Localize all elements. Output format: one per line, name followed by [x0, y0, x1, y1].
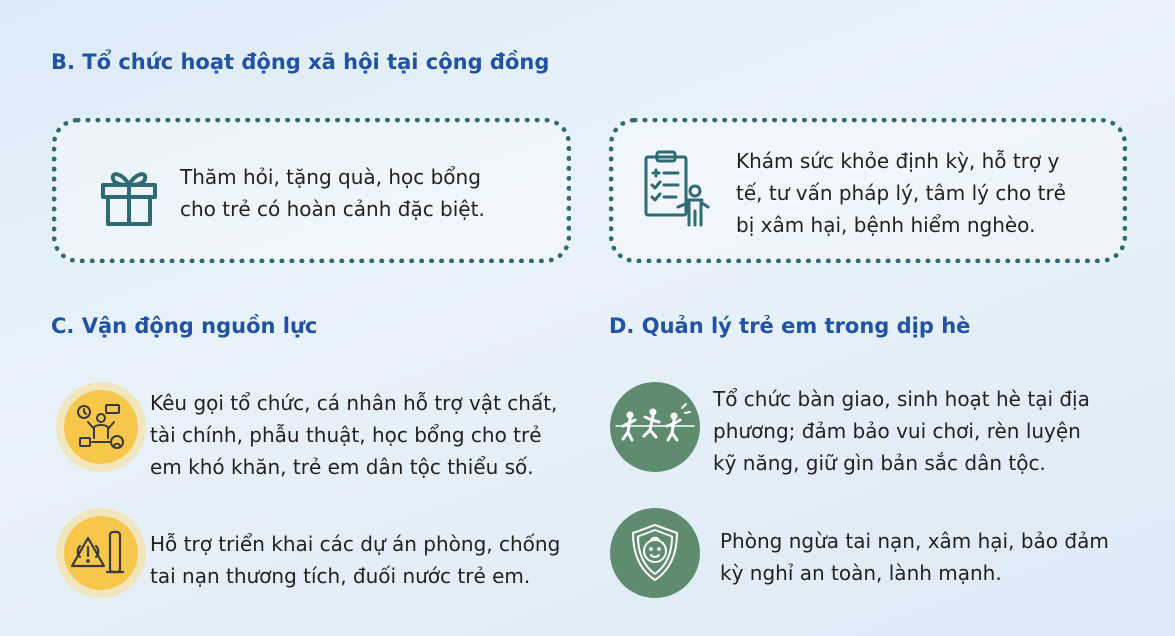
children-playing-text: Tổ chức bàn giao, sinh hoạt hè tại địa phương; đảm bảo vui chơi, rèn luyện kỹ năng, giữ gìn bản sắc dân tộc. — [713, 387, 1090, 475]
warning-safety-text: Hỗ trợ triển khai các dự án phòng, chống tai nạn thương tích, đuối nước trẻ em. — [150, 532, 561, 588]
section-b-title: B. Tổ chức hoạt động xã hội tại cộng đồng — [51, 50, 550, 74]
warning-safety-icon — [64, 516, 138, 590]
section-d-title: D. Quản lý trẻ em trong dịp hè — [609, 314, 971, 338]
gift-icon — [99, 165, 159, 227]
child-shield-text: Phòng ngừa tai nạn, xâm hại, bảo đảm kỳ nghỉ an toàn, lành mạnh. — [720, 529, 1109, 585]
resource-support-icon — [64, 390, 138, 464]
card-gifts — [52, 118, 571, 263]
resource-support-text: Kêu gọi tổ chức, cá nhân hỗ trợ vật chất, tài chính, phẫu thuật, học bổng cho trẻ em khó khăn, trẻ em dân tộc thiểu số. — [150, 391, 558, 479]
card-health-text: Khám sức khỏe định kỳ, hỗ trợ y tế, tư vấn pháp lý, tâm lý cho trẻ bị xâm hại, bệnh hiểm nghèo. — [736, 149, 1066, 237]
child-shield-icon — [610, 508, 700, 598]
section-c-title: C. Vận động nguồn lực — [51, 314, 318, 338]
card-health — [609, 118, 1127, 263]
medical-clipboard-icon — [642, 149, 712, 229]
children-playing-icon — [610, 382, 700, 472]
card-gifts-text: Thăm hỏi, tặng quà, học bổng cho trẻ có hoàn cảnh đặc biệt. — [180, 165, 485, 221]
